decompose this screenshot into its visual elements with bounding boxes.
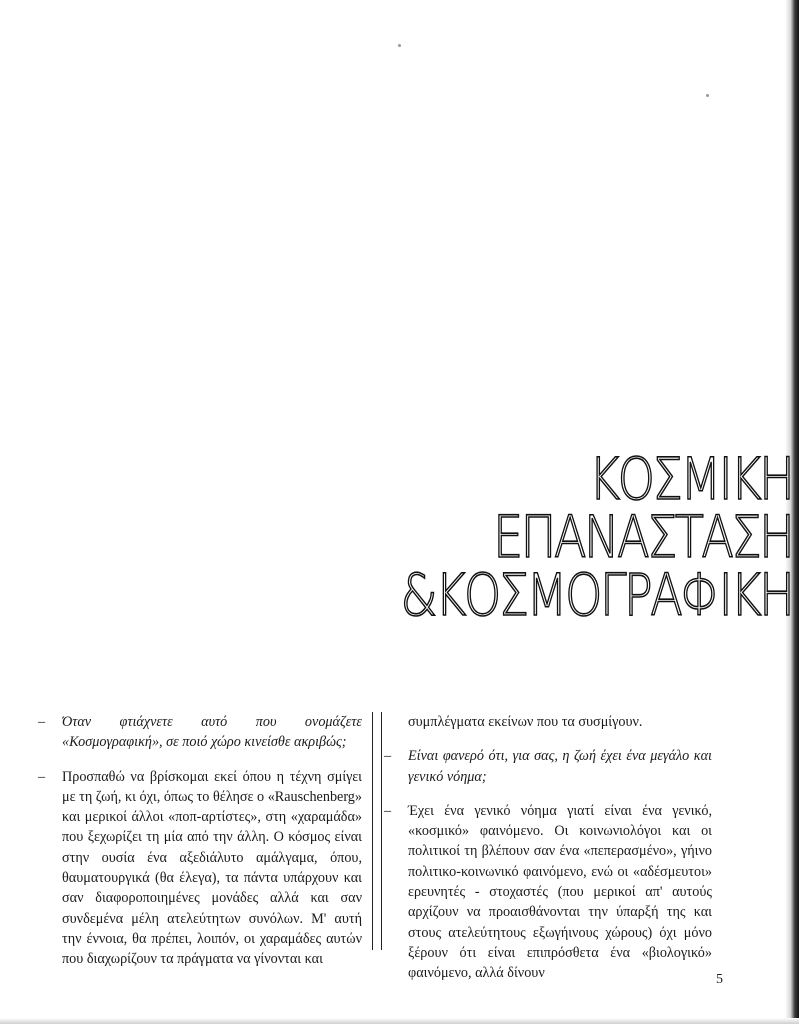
title-line-2: ΕΠΑΝΑΣΤΑΣΗ bbox=[493, 503, 793, 571]
continuation-paragraph bbox=[396, 712, 712, 732]
dash-marker: – bbox=[38, 768, 46, 785]
dash-marker: – bbox=[384, 802, 392, 819]
answer-text: Προσπαθώ να βρίσκομαι εκεί όπου η τέχνη σμίγει με τη ζωή, κι όχι, όπως το θέλησε ο «Rauschenberg» και μερικοί άλλοι «ποπ-αρτίστες», στη «χαραμάδα» που ξεχωρίζει τη μία από την άλλη. Ο κόσμος είναι στην ουσία ένα αξεδιάλυτο αμάλγαμα, όπου, θαυματουργικά (θα έλεγα), τα πάντα υπάρχουν και σαν διαφοροποιημένες μονάδες αλλά και σαν συνδεμένα μέλη ατελεύτητων συνόλων. Μ' αυτή την έννοια, θα πρέπει, λοιπόν, οι χαραμάδες αυτών που διαχωρίζουν τα πράγματα να γίνονται και bbox=[62, 768, 362, 968]
answer-text: Έχει ένα γενικό νόημα γιατί είναι ένα γενικό, «κοσμικό» φαινόμενο. Οι κοινωνιολόγοι και οι πολιτικοί τη βλέπουν σαν ένα «πεπερασμένο», γήινο πολιτικο-κοινωνικό φαινόμενο, ενώ οι «αδέσμευτοι» ερευνητές - στοχαστές (που μερικοί απ' αυτούς αρχίζουν να προαισθάνονται την ύπαρξή της και στους ατελεύτητους εξωγήινους χώρους) όχι μόνο ξέρουν ότι είναι επιπρόσθετα ένα «βιολογικό» φαινόμενο, αλλά δίνουν bbox=[408, 802, 712, 982]
title-line-3: &ΚΟΣΜΟΓΡΑΦΙΚΗ bbox=[400, 561, 793, 629]
answer-paragraph bbox=[384, 801, 712, 984]
paper-speck bbox=[398, 44, 401, 47]
page-bottom-edge bbox=[0, 1018, 799, 1024]
page-number: 5 bbox=[716, 972, 723, 987]
answer-paragraph bbox=[38, 767, 362, 970]
question-paragraph bbox=[384, 746, 712, 787]
dash-marker: – bbox=[38, 714, 46, 730]
title-line-1: ΚΟΣΜΙΚΗ bbox=[588, 445, 793, 513]
question-paragraph bbox=[38, 712, 362, 753]
question-text: Είναι φανερό ότι, για σας, η ζωή έχει ένα μεγάλο και γενικό νόημα; bbox=[408, 748, 712, 785]
column-divider-left bbox=[372, 712, 373, 950]
left-column bbox=[38, 712, 362, 984]
paper-speck bbox=[706, 94, 709, 97]
right-column bbox=[384, 712, 712, 998]
article-title bbox=[284, 445, 793, 629]
column-divider-right bbox=[381, 712, 382, 950]
question-text: Όταν φτιάχνετε αυτό που ονομάζετε «Κοσμογραφική», σε ποιό χώρο κινείσθε ακριβώς; bbox=[62, 714, 362, 751]
dash-marker: – bbox=[384, 748, 392, 765]
continuation-text: συμπλέγματα εκείνων που τα συσμίγουν. bbox=[408, 714, 643, 730]
